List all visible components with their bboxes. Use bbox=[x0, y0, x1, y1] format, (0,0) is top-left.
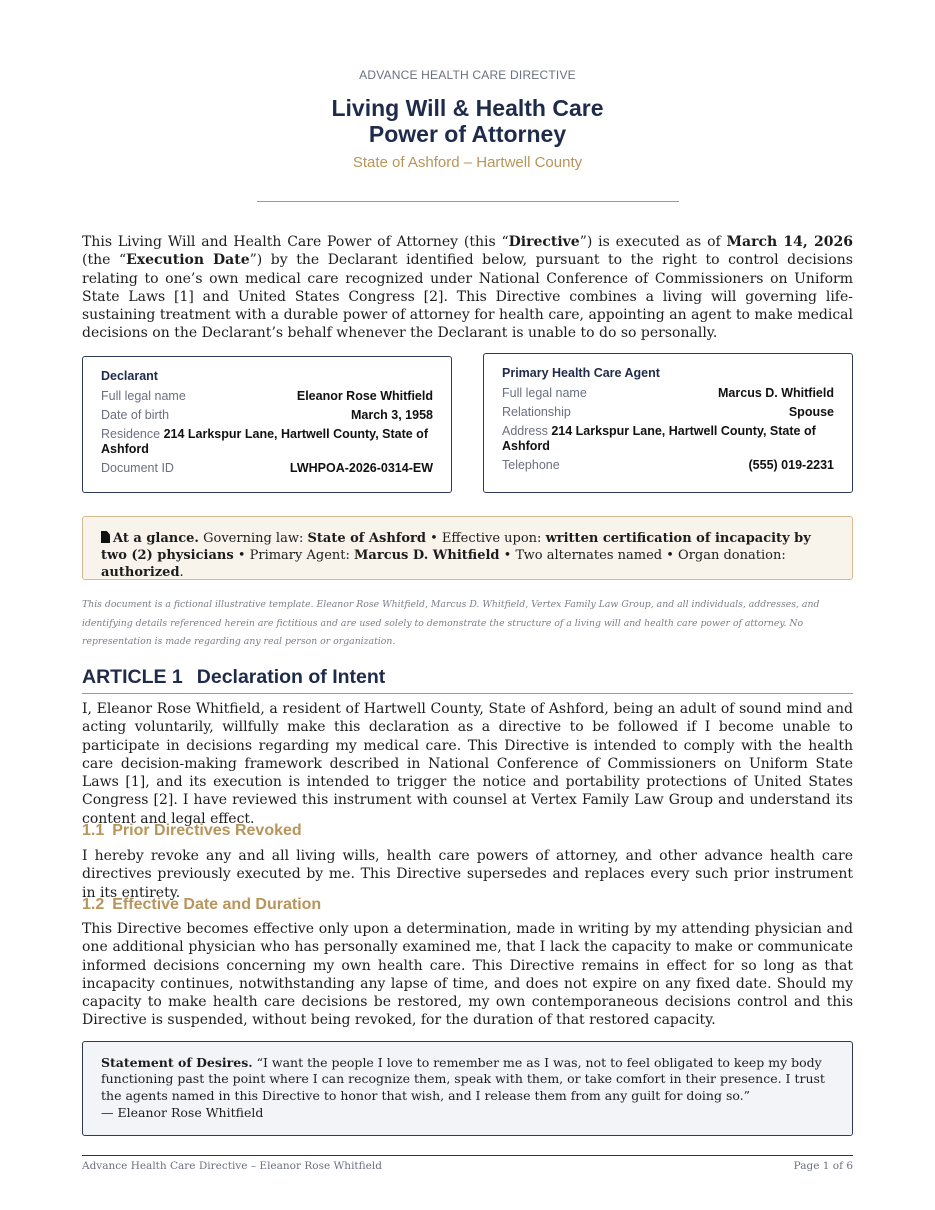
agent-heading: Primary Health Care Agent bbox=[502, 366, 660, 380]
field-label: Relationship bbox=[502, 405, 571, 419]
field-label: Document ID bbox=[101, 461, 174, 475]
field-label: Date of birth bbox=[101, 408, 170, 422]
declarant-residence-row bbox=[101, 427, 433, 457]
glance-lead: At a glance. bbox=[113, 531, 199, 546]
intro-bold-execution-date: Execution Date bbox=[126, 252, 250, 269]
field-label: Full legal name bbox=[502, 386, 587, 400]
article-body: I, Eleanor Rose Whitfield, a resident of Hartwell County, State of Ashford, being an adult of sound mind and acting voluntarily, willfully make this declaration as a directive to be followed if I become unable to participate in decisions regarding my medical care. This Directive is intended to comply with the health care decision-making framework described in National Conference of Commissioners on Uniform State Laws [1], and its execution is intended to trigger the notice and portability protections of United States Congress [2]. I have reviewed this instrument with counsel at Vertex Family Law Group and understand its content and legal effect. bbox=[82, 701, 853, 827]
field-label: Full legal name bbox=[101, 389, 186, 403]
statement-attribution: — Eleanor Rose Whitfield bbox=[101, 1104, 264, 1120]
document-id: LWHPOA-2026-0314-EW bbox=[289, 461, 433, 475]
section-number: 1.2 bbox=[82, 896, 105, 913]
fictional-disclaimer: This document is a fictional illustrative template. Eleanor Rose Whitfield, Marcus D. Whitfield, Vertex Family Law Group, and all individuals, addresses, and identifying details referenced herein are fictitious and are used solely to demonstrate the structure of a living will and health care power of attorney. No representation is made regarding any real person or organization. bbox=[82, 599, 820, 647]
agent-address: 214 Larkspur Lane, Hartwell County, State of Ashford bbox=[502, 424, 816, 453]
intro-bold-directive: Directive bbox=[508, 234, 580, 250]
intro-paragraph bbox=[82, 233, 853, 343]
footer-divider bbox=[82, 1155, 853, 1156]
article-title: Declaration of Intent bbox=[196, 666, 386, 688]
glance-effective: written certification of incapacity by two (2) physicians bbox=[101, 531, 811, 563]
field-label: Residence bbox=[101, 427, 161, 441]
article-heading bbox=[82, 666, 853, 689]
statement-text bbox=[101, 1055, 834, 1104]
intro-bold-date: March 14, 2026 bbox=[726, 234, 854, 250]
statement-of-desires bbox=[82, 1041, 853, 1136]
document-kicker: ADVANCE HEALTH CARE DIRECTIVE bbox=[359, 68, 576, 82]
declarant-dob-row bbox=[101, 408, 433, 423]
footer-title: Advance Health Care Directive – Eleanor Rose Whitfield bbox=[82, 1160, 382, 1172]
glance-alternates: • Two alternates named • Organ donation: bbox=[503, 548, 786, 563]
section-body: This Directive becomes effective only upon a determination, made in writing by my attending physician and one additional physician who has personally examined me, that I lack the capacity to make or communicate informed decisions concerning my own health care. This Directive remains in effect for so long as that incapacity continues, notwithstanding any lapse of time, and does not expire on any fixed date. Should my capacity to make health care decisions be restored, my own contemporaneous decisions control and this Directive is suspended, without being revoked, for the duration of that restored capacity. bbox=[82, 921, 853, 1029]
declarant-dob: March 3, 1958 bbox=[351, 408, 433, 422]
intro-text-3: (the “ bbox=[82, 252, 127, 269]
title-divider bbox=[257, 201, 679, 202]
document-subtitle: State of Ashford – Hartwell County bbox=[352, 154, 583, 171]
agent-name: Marcus D. Whitfield bbox=[718, 386, 834, 400]
agent-name-row bbox=[502, 386, 834, 401]
glance-agent-label: • Primary Agent: bbox=[237, 548, 350, 563]
section-heading bbox=[82, 896, 321, 914]
glance-effective-label: • Effective upon: bbox=[430, 531, 542, 546]
section-title: Prior Directives Revoked bbox=[112, 822, 302, 839]
title-line-1: Living Will & Health Care bbox=[331, 95, 604, 121]
field-label: Telephone bbox=[502, 458, 560, 472]
glance-agent: Marcus D. Whitfield bbox=[354, 548, 500, 563]
glance-law: State of Ashford bbox=[307, 531, 426, 546]
agent-phone: (555) 019-2231 bbox=[748, 458, 834, 472]
declarant-name: Eleanor Rose Whitfield bbox=[296, 389, 433, 403]
agent-relationship-row bbox=[502, 405, 834, 420]
intro-text-2: ”) is executed as of bbox=[579, 234, 727, 250]
page-number: Page 1 of 6 bbox=[793, 1160, 853, 1172]
intro-text-1: This Living Will and Health Care Power of Attorney (this “ bbox=[82, 234, 509, 250]
statement-lead: Statement of Desires. bbox=[101, 1055, 253, 1070]
intro-text-4: ”) by the Declarant identified below, pursuant to the right to control decisions relating to one’s own medical care recognized under National Conference of Commissioners on Uniform State Laws [1] and United States Congress [2]. This Directive combines a living will governing life-sustaining treatment with a durable power of attorney for health care, appointing an agent to make medical decisions on the Declarant’s behalf whenever the Declarant is unable to do so personally. bbox=[82, 252, 853, 342]
declarant-docid-row bbox=[101, 461, 433, 476]
at-a-glance-box bbox=[82, 516, 853, 580]
declarant-residence: 214 Larkspur Lane, Hartwell County, State of Ashford bbox=[101, 427, 428, 456]
agent-address-row bbox=[502, 424, 834, 454]
title-line-2: Power of Attorney bbox=[368, 121, 567, 147]
statement-quote: “I want the people I love to remember me as I was, not to feel obligated to keep my body functioning past the point where I can recognize them, speak with them, or take comfort in their presence. I trust the agents named in this Directive to honor that wish, and I release them from any guilt for doing so.” bbox=[101, 1055, 825, 1103]
declarant-name-row bbox=[101, 389, 433, 404]
glance-end: . bbox=[179, 565, 184, 580]
glance-donation: authorized bbox=[101, 565, 180, 580]
field-label: Address bbox=[502, 424, 548, 438]
document-title bbox=[82, 95, 853, 147]
agent-phone-row bbox=[502, 458, 834, 473]
section-heading bbox=[82, 822, 302, 840]
declarant-card bbox=[82, 356, 452, 493]
section-number: 1.1 bbox=[82, 822, 105, 839]
glance-law-label: Governing law: bbox=[203, 531, 304, 546]
section-title: Effective Date and Duration bbox=[112, 896, 322, 913]
agent-card bbox=[483, 353, 853, 493]
document-icon bbox=[101, 531, 110, 543]
section-body: I hereby revoke any and all living wills, health care powers of attorney, and other advance health care directives previously executed by me. This Directive supersedes and replaces every such prior instrument in its entirety. bbox=[82, 848, 853, 901]
declarant-heading: Declarant bbox=[101, 369, 158, 383]
agent-relationship: Spouse bbox=[788, 405, 834, 419]
article-divider bbox=[82, 693, 853, 694]
article-number: ARTICLE 1 bbox=[82, 666, 183, 688]
